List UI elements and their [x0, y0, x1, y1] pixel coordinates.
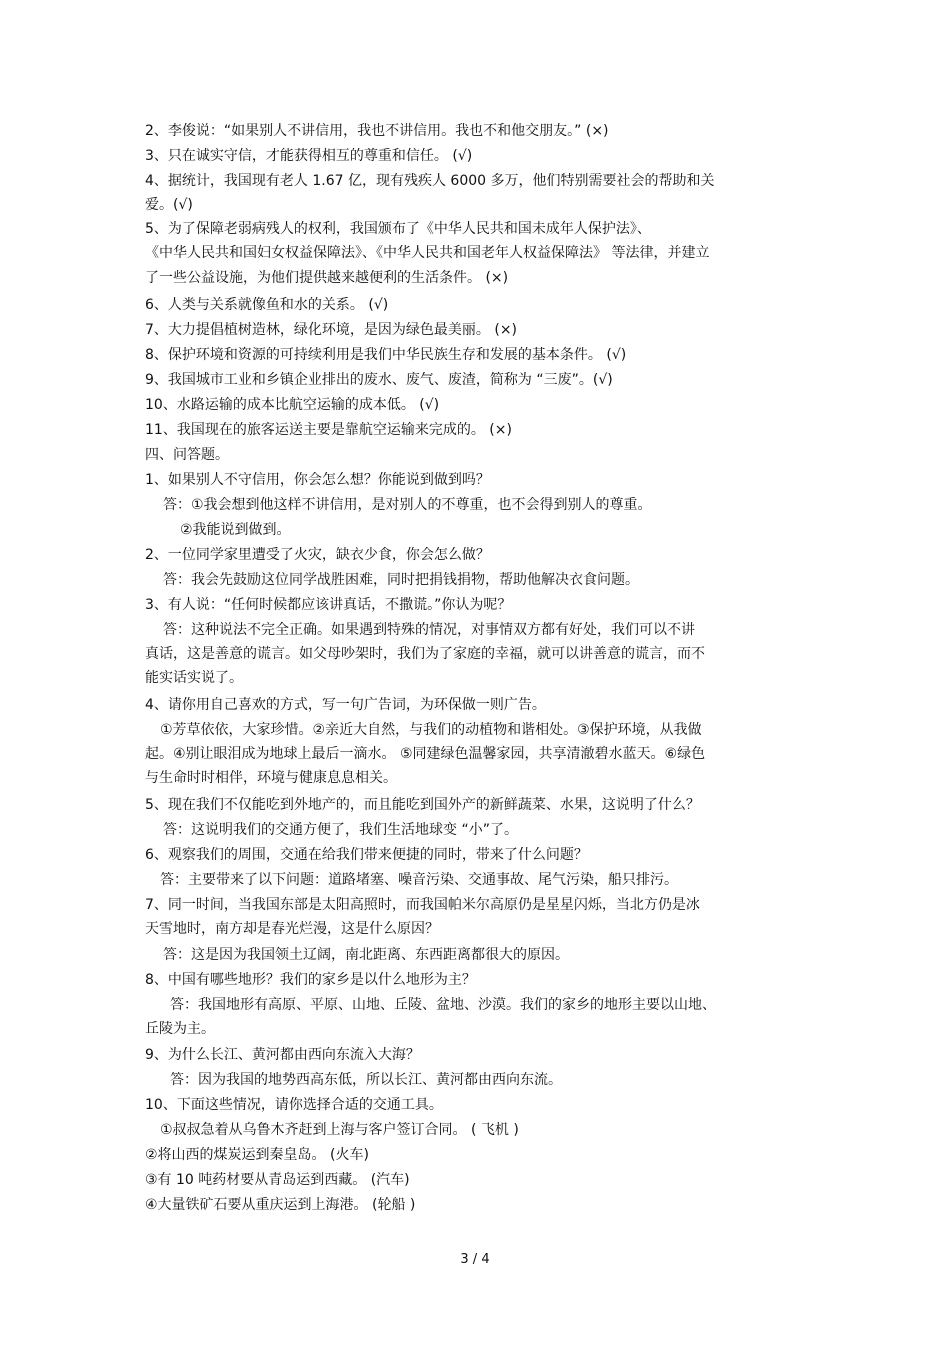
- question: 7、同一时间，当我国东部是太阳高照时，而我国帕米尔高原仍是星星闪烁，当北方仍是冰: [145, 897, 700, 913]
- answer: ①芳草依依，大家珍惜。②亲近大自然，与我们的动植物和谐相处。③保护环境，从我做: [160, 722, 702, 738]
- text-line: 8、保护环境和资源的可持续利用是我们中华民族生存和发展的基本条件。 (√): [145, 347, 627, 363]
- question: 2、一位同学家里遭受了火灾，缺衣少食，你会怎么做？: [145, 547, 490, 563]
- question: 1、如果别人不守信用，你会怎么想？你能说到做到吗？: [145, 472, 490, 488]
- answer: 答：①我会想到他这样不讲信用，是对别人的不尊重，也不会得到别人的尊重。: [163, 497, 652, 513]
- question: 10、下面这些情况，请你选择合适的交通工具。: [145, 1097, 443, 1113]
- answer: 答：主要带来了以下问题：道路堵塞、噪音污染、交通事故、尾气污染，船只排污。: [160, 872, 678, 888]
- answer: 答：我会先鼓励这位同学战胜困难，同时把捐钱捐物，帮助他解决衣食问题。: [163, 572, 639, 588]
- answer: ④大量铁矿石要从重庆运到上海港。 (轮船 ): [145, 1197, 416, 1213]
- text-line: 《中华人民共和国妇女权益保障法》、《中华人民共和国老年人权益保障法》 等法律，并建立: [145, 245, 710, 261]
- question: 4、请你用自己喜欢的方式，写一句广告词，为环保做一则广告。: [145, 697, 546, 713]
- text-line: 2、李俊说：“如果别人不讲信用，我也不讲信用。我也不和他交朋友。” (×): [145, 123, 609, 139]
- text-line: 11、我国现在的旅客运送主要是靠航空运输来完成的。 (×): [145, 422, 512, 438]
- answer: 答：这是因为我国领土辽阔，南北距离、东西距离都很大的原因。: [163, 947, 569, 963]
- text-line: 4、据统计，我国现有老人 1.67 亿，现有残疾人 6000 多万，他们特别需要社会的帮助和关: [145, 173, 715, 189]
- text-line: 了一些公益设施，为他们提供越来越便利的生活条件。 (×): [145, 270, 509, 286]
- answer: 答：因为我国的地势西高东低，所以长江、黄河都由西向东流。: [170, 1072, 562, 1088]
- text-line: 爱。(√): [145, 197, 193, 213]
- answer: 真话，这是善意的谎言。如父母吵架时，我们为了家庭的幸福，就可以讲善意的谎言，而不: [145, 646, 705, 662]
- answer: ③有 10 吨药材要从青岛运到西藏。 (汽车): [145, 1172, 410, 1188]
- text-line: 5、为了保障老弱病残人的权利，我国颁布了《中华人民共和国未成年人保护法》、: [145, 221, 651, 237]
- answer: 答：我国地形有高原、平原、山地、丘陵、盆地、沙漠。我们的家乡的地形主要以山地、: [170, 997, 716, 1013]
- answer: 能实话实说了。: [145, 670, 243, 686]
- answer: 答：这说明我们的交通方便了，我们生活地球变 “小”了。: [163, 822, 518, 838]
- page-number: 3 / 4: [460, 1252, 490, 1267]
- question: 天雪地时，南方却是春光烂漫，这是什么原因？: [145, 921, 439, 937]
- answer: 与生命时时相伴，环境与健康息息相关。: [145, 770, 397, 786]
- answer: ②将山西的煤炭运到秦皇岛。 (火车): [145, 1147, 369, 1163]
- question: 9、为什么长江、黄河都由西向东流入大海？: [145, 1047, 420, 1063]
- section-heading: 四、问答题。: [145, 447, 229, 463]
- answer: ①叔叔急着从乌鲁木齐赶到上海与客户签订合同。 ( 飞机 ): [160, 1122, 519, 1138]
- answer: 丘陵为主。: [145, 1021, 215, 1037]
- question: 3、有人说：“任何时候都应该讲真话，不撒谎。”你认为呢？: [145, 597, 512, 613]
- text-line: 3、只在诚实守信，才能获得相互的尊重和信任。 (√): [145, 148, 473, 164]
- text-line: 10、水路运输的成本比航空运输的成本低。 (√): [145, 397, 440, 413]
- text-line: 6、人类与关系就像鱼和水的关系。 (√): [145, 297, 389, 313]
- question: 8、中国有哪些地形？我们的家乡是以什么地形为主？: [145, 972, 476, 988]
- question: 5、现在我们不仅能吃到外地产的，而且能吃到国外产的新鲜蔬菜、水果，这说明了什么？: [145, 797, 700, 813]
- answer: 答：这种说法不完全正确。如果遇到特殊的情况，对事情双方都有好处，我们可以不讲: [163, 622, 695, 638]
- answer: ②我能说到做到。: [180, 522, 291, 538]
- answer: 起。④别让眼泪成为地球上最后一滴水。 ⑤同建绿色温馨家园，共享清澈碧水蓝天。⑥绿色: [145, 746, 706, 762]
- text-line: 9、我国城市工业和乡镇企业排出的废水、废气、废渣，简称为 “三废”。(√): [145, 372, 613, 388]
- question: 6、观察我们的周围，交通在给我们带来便捷的同时，带来了什么问题？: [145, 847, 588, 863]
- text-line: 7、大力提倡植树造林，绿化环境，是因为绿色最美丽。 (×): [145, 322, 518, 338]
